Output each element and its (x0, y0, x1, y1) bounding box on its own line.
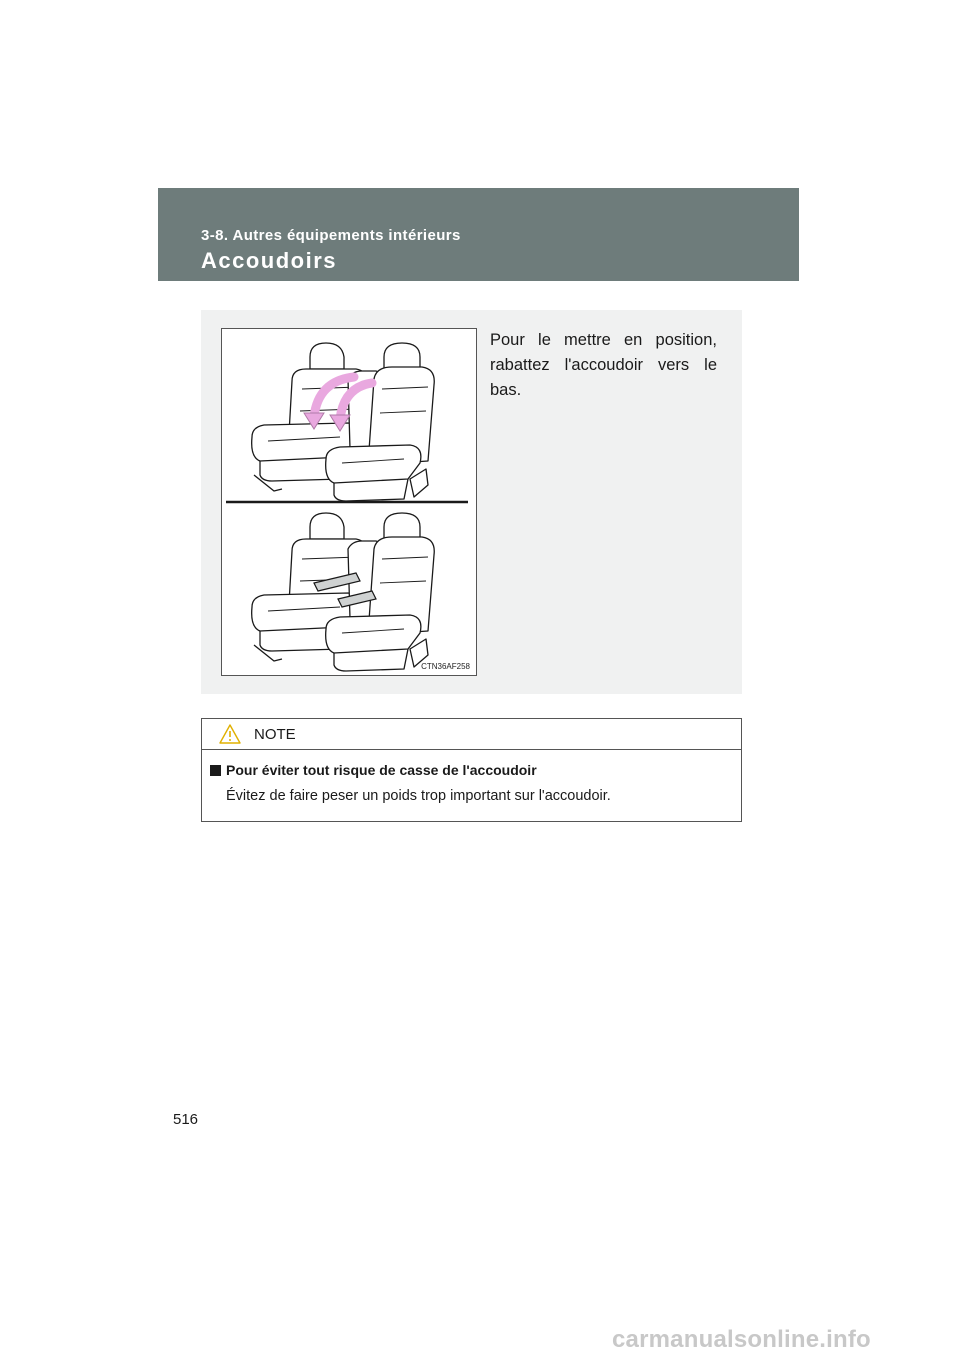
note-header (202, 719, 741, 750)
section-label: 3-8. Autres équipements intérieurs (201, 227, 461, 244)
page-title: Accoudoirs (201, 248, 338, 273)
figure-code: CTN36AF258 (421, 662, 470, 671)
seat-drawing (222, 329, 476, 675)
page-number: 516 (173, 1111, 199, 1128)
note-box (201, 718, 742, 822)
watermark: carmanualsonline.info (612, 1326, 871, 1353)
content-box (201, 310, 742, 694)
bullet-square-icon (210, 765, 221, 776)
note-item-title (210, 762, 537, 778)
warning-triangle-icon (219, 724, 241, 744)
note-body: Évitez de faire peser un poids trop important sur l'accoudoir. (226, 788, 611, 804)
note-item-title-text: Pour éviter tout risque de casse de l'accoudoir (226, 762, 537, 778)
note-label: NOTE (254, 726, 296, 743)
header-band (158, 188, 799, 281)
armrest-illustration (221, 328, 477, 676)
instruction-text: Pour le mettre en position, rabattez l'accoudoir vers le bas. (490, 331, 717, 399)
